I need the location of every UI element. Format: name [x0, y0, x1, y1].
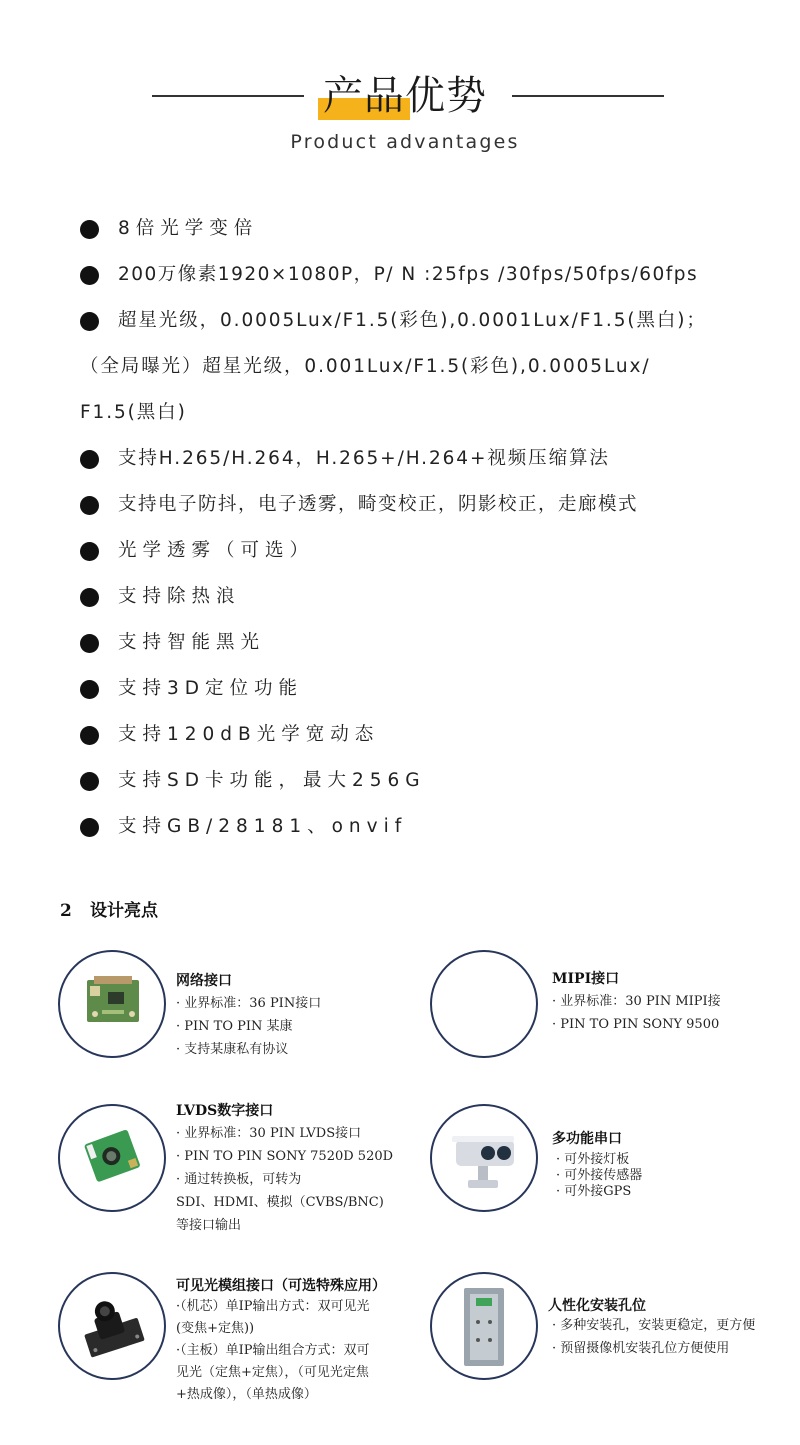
feature-item: 200万像素1920×1080P，P/ N :25fps /30fps/50fps/60fps: [0, 252, 800, 298]
mipi-circle-icon: [430, 950, 538, 1058]
card-line: · 预留摄像机安装孔位方便使用: [552, 1341, 730, 1356]
card-line: 等接口输出: [176, 1218, 242, 1233]
section-number: 2: [60, 901, 72, 921]
feature-item: 支持3D定位功能: [0, 666, 800, 712]
feature-item: 光学透雾（可选）: [0, 528, 800, 574]
card-line: · 可外接灯板: [556, 1152, 630, 1167]
bullet-icon: [80, 542, 99, 561]
ptz-camera-icon: [430, 1104, 538, 1212]
card-details: [556, 1152, 642, 1200]
card-title: LVDS数字接口: [176, 1103, 274, 1119]
card-details: [176, 1296, 410, 1406]
header-divider-right: [512, 95, 664, 97]
card-details: [552, 990, 721, 1036]
card-line: · 支持某康私有协议: [176, 1042, 289, 1057]
page-subtitle: Product advantages: [290, 131, 520, 153]
card-details: [176, 1122, 393, 1237]
feature-item: 支持SD卡功能，最大256G: [0, 758, 800, 804]
card-line: (变焦+定焦)): [176, 1321, 255, 1336]
card-line: · 业界标准：36 PIN接口: [176, 996, 322, 1011]
camera-module-icon: [58, 1272, 166, 1380]
feature-item: 8倍光学变倍: [0, 206, 800, 252]
card-line: 见光（定焦+定焦），（可见光定焦: [176, 1365, 369, 1380]
card-line: · PIN TO PIN 某康: [176, 1019, 293, 1034]
section-title: 设计亮点: [90, 901, 158, 921]
bullet-icon: [80, 634, 99, 653]
bullet-icon: [80, 220, 99, 239]
card-line: ·（机芯）单IP输出方式：双可见光: [176, 1299, 370, 1314]
mount-plate-icon: [430, 1272, 538, 1380]
card-line: · 多种安装孔，安装更稳定，更方便: [552, 1318, 756, 1333]
card-line: SDI、HDMI、模拟（CVBS/BNC): [176, 1195, 384, 1210]
card-line: +热成像），（单热成像）: [176, 1387, 317, 1402]
card-line: · 通过转换板，可转为: [176, 1172, 302, 1187]
card-title: MIPI接口: [552, 971, 620, 987]
feature-item: 支持除热浪: [0, 574, 800, 620]
bullet-icon: [80, 818, 99, 837]
bullet-icon: [80, 312, 99, 331]
header-divider-left: [152, 95, 304, 97]
bullet-icon: [80, 772, 99, 791]
card-line: ·（主板）单IP输出组合方式：双可: [176, 1343, 370, 1358]
card-title: 多功能串口: [552, 1131, 622, 1147]
feature-item-continuation: F1.5(黑白): [80, 402, 187, 423]
card-line: · 业界标准：30 PIN LVDS接口: [176, 1126, 362, 1141]
feature-item-continuation: （全局曝光）超星光级，0.001Lux/F1.5(彩色),0.0005Lux/: [80, 356, 651, 377]
green-board-icon: [58, 1104, 166, 1212]
bullet-icon: [80, 266, 99, 285]
feature-item: 支持智能黑光: [0, 620, 800, 666]
feature-item: 支持GB/28181、onvif: [0, 804, 800, 850]
bullet-icon: [80, 496, 99, 515]
card-title: 人性化安装孔位: [548, 1298, 646, 1314]
card-line: · PIN TO PIN SONY 9500: [552, 1017, 720, 1032]
page-title: 产品优势: [323, 73, 487, 119]
section-heading: [60, 896, 158, 921]
feature-list: [0, 206, 800, 850]
bullet-icon: [80, 450, 99, 469]
card-details: [552, 1314, 755, 1360]
bullet-icon: [80, 726, 99, 745]
card-line: · 可外接GPS: [556, 1184, 632, 1199]
bullet-icon: [80, 680, 99, 699]
bullet-icon: [80, 588, 99, 607]
card-line: · PIN TO PIN SONY 7520D 520D: [176, 1149, 394, 1164]
card-title: 网络接口: [176, 973, 232, 989]
feature-item: 支持电子防抖，电子透雾，畸变校正，阴影校正，走廊模式: [0, 482, 800, 528]
card-details: [176, 992, 321, 1061]
card-title: 可见光模组接口（可选特殊应用）: [176, 1278, 386, 1294]
feature-item: 支持120dB光学宽动态: [0, 712, 800, 758]
pcb-board-icon: [58, 950, 166, 1058]
feature-item: 支持H.265/H.264，H.265+/H.264+视频压缩算法: [0, 436, 800, 482]
card-line: · 业界标准：30 PIN MIPI接: [552, 994, 721, 1009]
card-line: · 可外接传感器: [556, 1168, 643, 1183]
feature-item: 超星光级，0.0005Lux/F1.5(彩色),0.0001Lux/F1.5(黑白)；: [0, 298, 800, 344]
